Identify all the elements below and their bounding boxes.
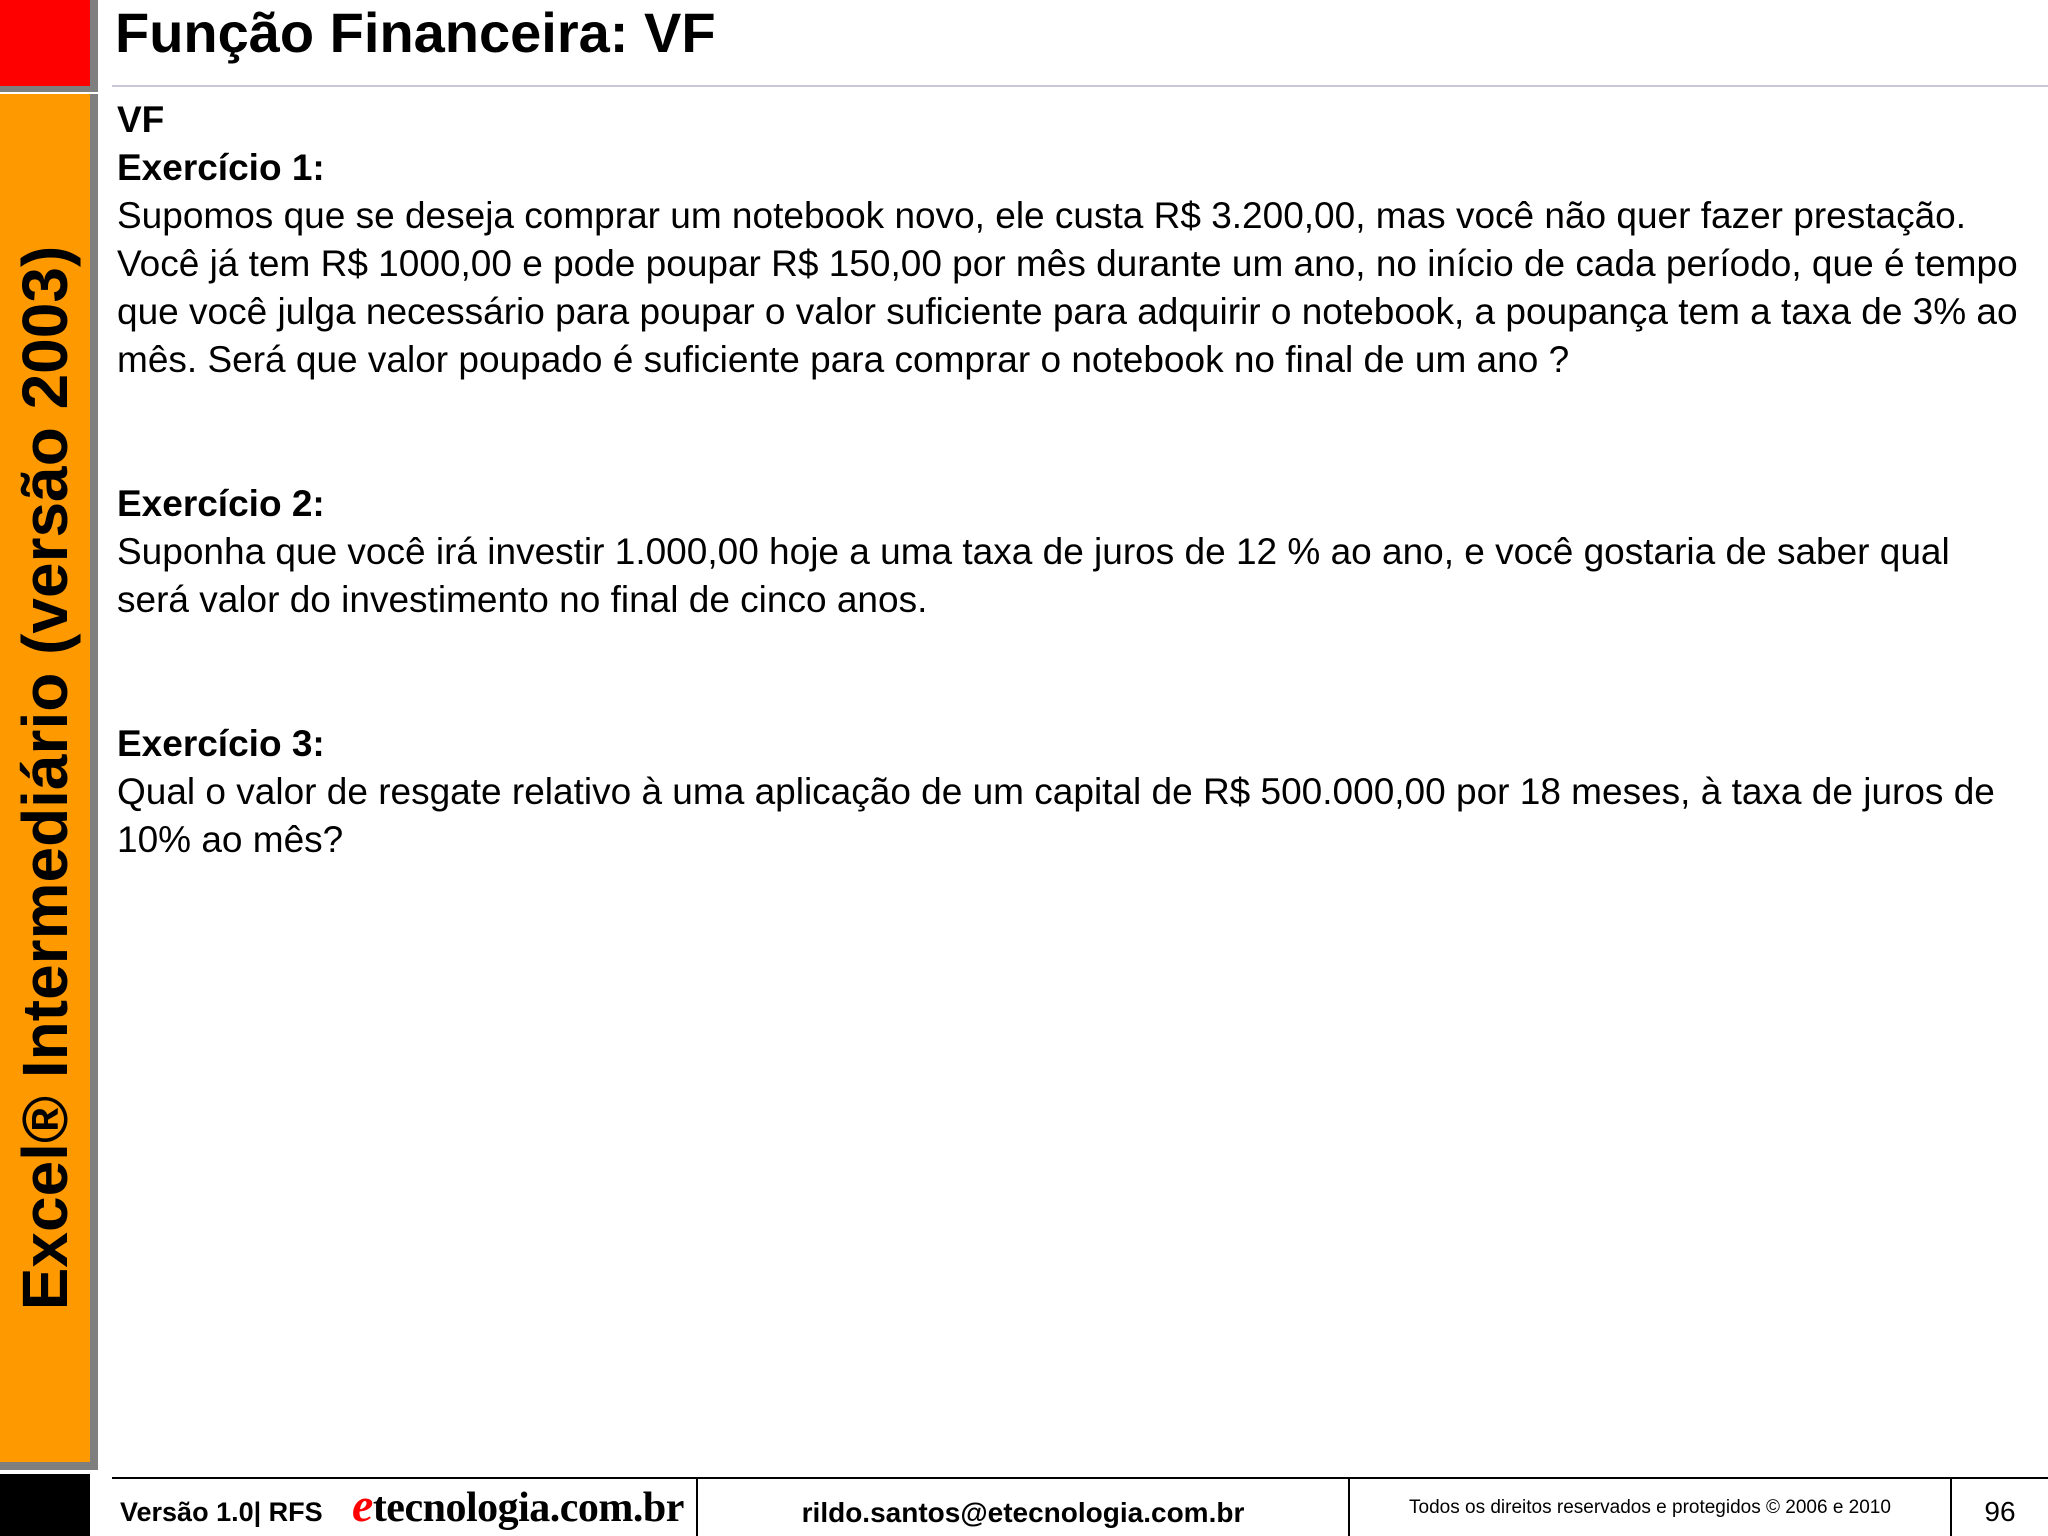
exercise-2-paragraph-1: Suponha que você irá investir 1.000,00 hoje a uma taxa de juros de 12 % ao ano, e você gostaria de saber qual será valor do investimento no final de cinco anos. — [117, 531, 1950, 620]
title-accent-block — [0, 0, 90, 86]
title-accent-shadow — [90, 0, 98, 90]
page-number: 96 — [1984, 1496, 2016, 1527]
company-logo — [352, 1480, 684, 1534]
footer-accent-block — [0, 1474, 90, 1536]
title-divider — [112, 85, 2048, 87]
sidebar-bottom-shadow — [0, 1462, 98, 1470]
exercise-1-paragraph-2: Você já tem R$ 1000,00 e pode poupar R$ 150,00 por mês durante um ano, no início de cada período, que é tempo que você julga necessário para poupar o valor suficiente para adquirir o notebook, a poupança tem a taxa de 3% ao mês. Será que valor poupado é suficiente para comprar o notebook no final de um ano ? — [117, 243, 2018, 380]
footer-version: Versão 1.0| RFS — [120, 1497, 323, 1527]
sidebar-shadow — [90, 94, 98, 1470]
footer-email: rildo.santos@etecnologia.com.br — [801, 1497, 1245, 1528]
page-title: Função Financeira: VF — [115, 1, 716, 64]
spacer — [117, 384, 2027, 480]
logo-text: tecnologia.com.br — [372, 1485, 684, 1531]
section-heading: VF — [117, 99, 165, 140]
exercise-1-paragraph-1: Supomos que se deseja comprar um notebook novo, ele custa R$ 3.200,00, mas você não quer fazer prestação. — [117, 195, 1967, 236]
exercise-2-heading: Exercício 2: — [117, 483, 325, 524]
title-accent-bottom-shadow — [0, 86, 98, 92]
footer-divider — [112, 1477, 2048, 1479]
exercise-3-heading: Exercício 3: — [117, 723, 325, 764]
logo-e: e — [352, 1479, 373, 1532]
spacer — [117, 624, 2027, 720]
exercise-1-heading: Exercício 1: — [117, 147, 325, 188]
footer-copyright: Todos os direitos reservados e protegidos © 2006 e 2010 — [1409, 1497, 1891, 1518]
sidebar-title: Excel® Intermediário (versão 2003) — [9, 245, 81, 1311]
exercise-3-paragraph-1: Qual o valor de resgate relativo à uma aplicação de um capital de R$ 500.000,00 por 18 meses, à taxa de juros de 10% ao mês? — [117, 771, 1995, 860]
slide-body — [117, 96, 2027, 864]
